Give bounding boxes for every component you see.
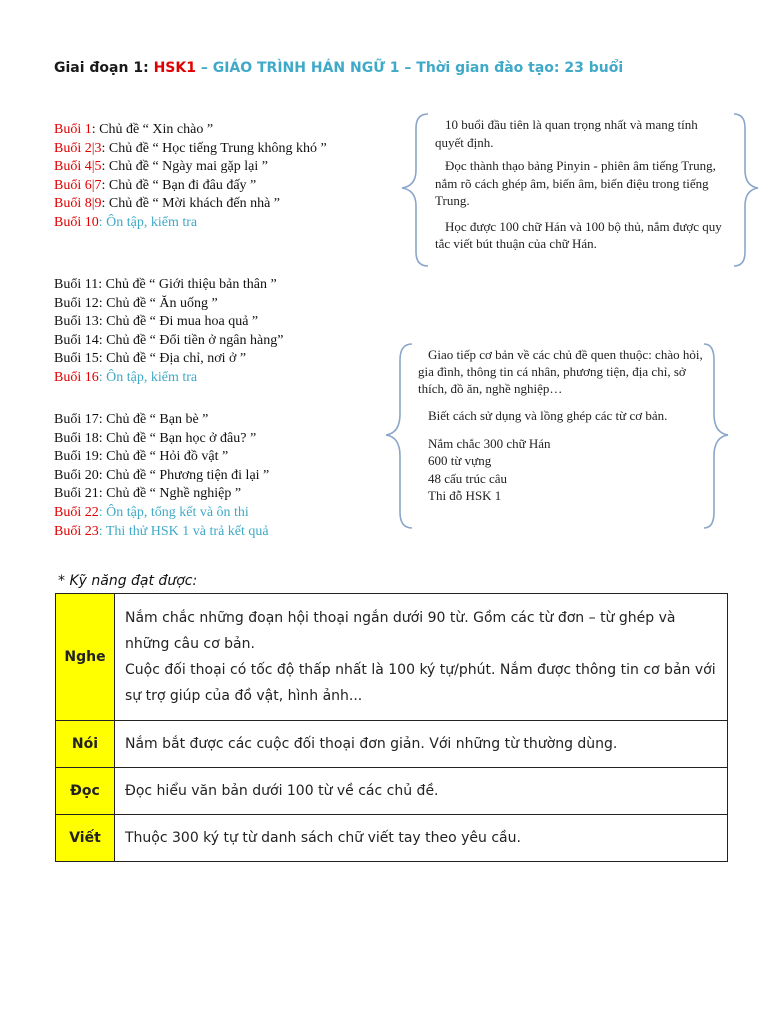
lesson-label: Buổi 22: [54, 504, 99, 520]
lesson-topic: : Chủ đề “ Phương tiện đi lại ”: [98, 467, 270, 483]
skill-text-line: Cuộc đối thoại có tốc độ thấp nhất là 100 ký tự/phút. Nắm được thông tin cơ bản với sự trợ giúp của đồ vật, hình ảnh...: [125, 662, 716, 704]
skill-row: [56, 594, 728, 721]
skills-title: * Kỹ năng đạt được:: [58, 573, 198, 589]
lesson-topic: : Chủ đề “ Đi mua hoa quả ”: [98, 314, 259, 330]
skills-table: [55, 593, 728, 862]
skill-row: [56, 721, 728, 768]
lesson-topic: : Chủ đề “ Bạn đi đâu đấy ”: [101, 177, 257, 193]
note-box-2: [418, 346, 708, 505]
note1-p3: Học được 100 chữ Hán và 100 bộ thủ, nắm được quy tắc viết bút thuận của chữ Hán.: [435, 218, 722, 251]
lesson-label: Buổi 14: [54, 332, 99, 348]
note2-p1: Giao tiếp cơ bản về các chủ đề quen thuộc: chào hỏi, gia đình, thông tin cá nhân, phương tiện, địa chỉ, sở thích, đồ ăn, nghề nghiệp…: [418, 347, 703, 396]
lesson-topic: : Chủ đề “ Bạn bè ”: [98, 412, 209, 427]
skill-name: Đọc: [56, 768, 115, 815]
lesson-topic: : Chủ đề “ Mời khách đến nhà ”: [101, 196, 280, 212]
lesson-topic: : Chủ đề “ Giới thiệu bản thân ”: [98, 277, 277, 292]
title-prefix: Giai đoạn 1:: [54, 60, 154, 76]
lesson-topic: : Ôn tập, tổng kết và ôn thi: [98, 504, 249, 520]
skill-text: Đọc hiểu văn bản dưới 100 từ về các chủ đề.: [115, 768, 728, 815]
lesson-label: Buổi 23: [54, 523, 99, 539]
note2-goal: 48 cấu trúc câu: [428, 470, 508, 486]
skill-text: [115, 594, 728, 721]
lesson-topic: : Chủ đề “ Ăn uống ”: [98, 295, 218, 311]
lesson-topic: : Chủ đề “ Đổi tiền ở ngân hàng”: [98, 332, 284, 348]
skill-name: Nghe: [56, 594, 115, 721]
lesson-label: Buổi 18: [54, 430, 99, 446]
lesson-label: Buổi 15: [54, 351, 99, 367]
lesson-topic: : Chủ đề “ Học tiếng Trung không khó ”: [101, 140, 327, 156]
lesson-label: Buổi 11: [54, 277, 99, 292]
skill-text-line: Nắm chắc những đoạn hội thoại ngắn dưới 90 từ. Gồm các từ đơn – từ ghép và những câu cơ bản.: [125, 610, 676, 652]
lesson-topic: : Thi thử HSK 1 và trả kết quả: [98, 523, 269, 539]
lesson-topic: : Chủ đề “ Bạn học ở đâu? ”: [98, 430, 257, 446]
lesson-topic: : Chủ đề “ Nghề nghiệp ”: [98, 486, 242, 502]
note2-goal: Thi đỗ HSK 1: [428, 488, 502, 503]
note1-p1: 10 buổi đầu tiên là quan trọng nhất và mang tính quyết định.: [435, 117, 698, 150]
lesson-label: Buổi 4|5: [54, 159, 102, 175]
lesson-topic: : Chủ đề “ Xin chào ”: [91, 122, 214, 137]
note1-p2: Đọc thành thạo bảng Pinyin - phiên âm tiếng Trung, nắm rõ cách ghép âm, biến âm, biến điệu trong tiếng Trung.: [435, 158, 716, 208]
lesson-topic: : Chủ đề “ Địa chỉ, nơi ở ”: [98, 351, 247, 367]
lesson-label: Buổi 13: [54, 314, 99, 330]
skill-name: Nói: [56, 721, 115, 768]
skill-text: Nắm bắt được các cuộc đối thoại đơn giản. Với những từ thường dùng.: [115, 721, 728, 768]
lesson-topic: : Ôn tập, kiểm tra: [98, 369, 198, 385]
lesson-label: Buổi 1: [54, 122, 92, 137]
lesson-label: Buổi 19: [54, 449, 99, 465]
lesson-label: Buổi 10: [54, 214, 99, 230]
skill-row: [56, 815, 728, 862]
note2-goal: Nắm chắc 300 chữ Hán: [428, 435, 551, 451]
lesson-label: Buổi 17: [54, 412, 99, 427]
note2-goals: [418, 435, 708, 505]
lesson-topic: : Chủ đề “ Hỏi đồ vật ”: [98, 449, 229, 465]
lesson-label: Buổi 16: [54, 369, 99, 385]
note2-goal: 600 từ vựng: [428, 453, 492, 468]
lesson-topic: : Chủ đề “ Ngày mai gặp lại ”: [101, 159, 268, 175]
lesson-label: Buổi 8|9: [54, 196, 102, 212]
skill-text: Thuộc 300 ký tự từ danh sách chữ viết tay theo yêu cầu.: [115, 815, 728, 862]
note2-p2: Biết cách sử dụng và lồng ghép các từ cơ bản.: [428, 408, 668, 423]
lesson-topic: : Ôn tập, kiểm tra: [98, 214, 198, 230]
skill-name: Viết: [56, 815, 115, 862]
skill-row: [56, 768, 728, 815]
lesson-label: Buổi 21: [54, 486, 99, 502]
lesson-label: Buổi 2|3: [54, 140, 102, 156]
lesson-label: Buổi 20: [54, 467, 99, 483]
title-hsk: HSK1: [153, 60, 196, 76]
lesson-label: Buổi 6|7: [54, 177, 102, 193]
lesson-label: Buổi 12: [54, 295, 99, 311]
title-rest: – GIÁO TRÌNH HÁN NGỮ 1 – Thời gian đào tạo: 23 buổi: [195, 60, 624, 76]
